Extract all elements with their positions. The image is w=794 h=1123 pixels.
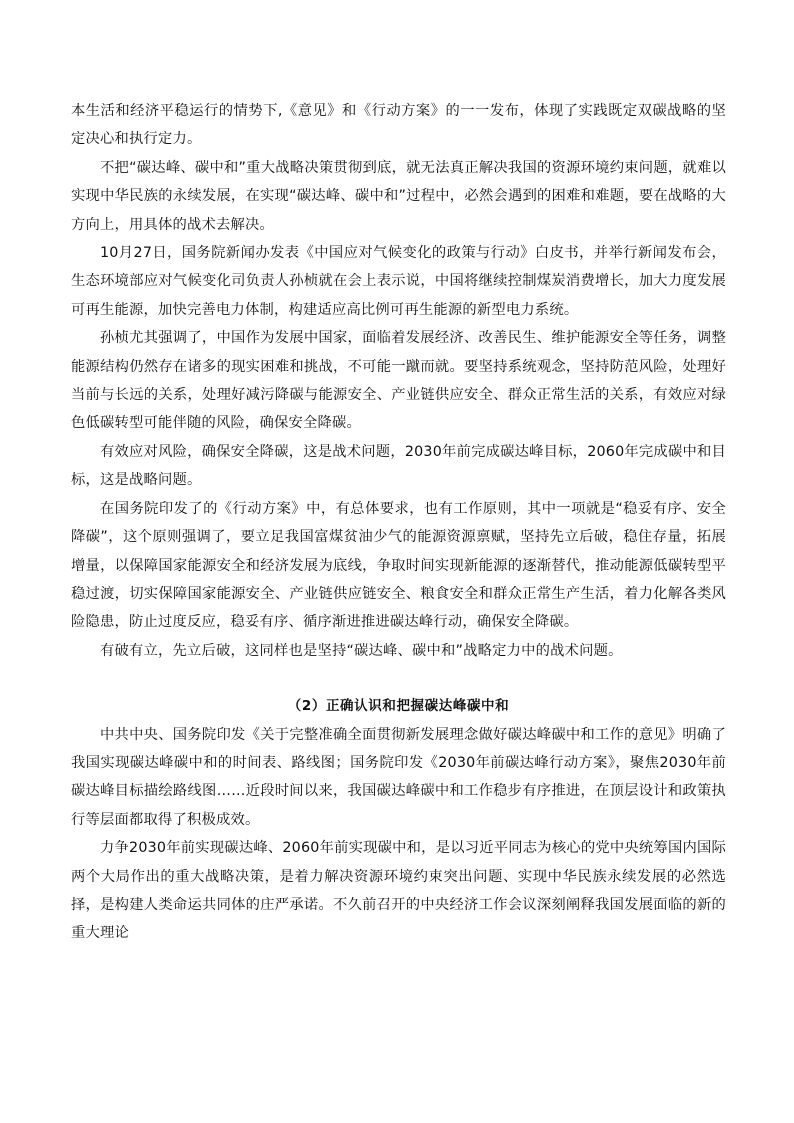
paragraph: 10月27日，国务院新闻办发表《中国应对气候变化的政策与行动》白皮书，并举行新闻发布会，生态环境部应对气候变化司负责人孙桢就在会上表示说，中国将继续控制煤炭消费增长，加大力度发展可再生能源，加快完善电力体制，构建适应高比例可再生能源的新型电力系统。 [71,245,726,318]
paragraph: 不把“碳达峰、碳中和”重大战略决策贯彻到底，就无法真正解决我国的资源环境约束问题，就难以实现中华民族的永续发展，在实现“碳达峰、碳中和”过程中，必然会遇到的困难和难题，要在战略的大方向上，用具体的战术去解决。 [71,159,726,233]
paragraph: 有破有立，先立后破，这同样也是坚持“碳达峰、碳中和”战略定力中的战术问题。 [100,642,623,659]
paragraph: 有效应对风险，确保安全降碳，这是战术问题，2030年前完成碳达峰目标，2060年完成碳中和目标，这是战略问题。 [71,443,726,489]
paragraph: 力争2030年前实现碳达峰、2060年前实现碳中和，是以习近平同志为核心的党中央统筹国内国际两个大局作出的重大战略决策，是着力解决资源环境约束突出问题、实现中华民族永续发展的必然选择，是构建人类命运共同体的庄严承诺。不久前召开的中央经济工作会议深刻阐释我国发展面临的新的重大理论 [71,840,726,942]
section-heading: （2）正确认识和把握碳达峰碳中和 [287,698,510,715]
paragraph: 中共中央、国务院印发《关于完整准确全面贯彻新发展理念做好碳达峰碳中和工作的意见》明确了我国实现碳达峰碳中和的时间表、路线图；国务院印发《2030年前碳达峰行动方案》，聚焦2030年前碳达峰目标描绘路线图……近段时间以来，我国碳达峰碳中和工作稳步有序推进，在顶层设计和政策执行等层面都取得了积极成效。 [71,726,726,828]
paragraph: 在国务院印发了的《行动方案》中，有总体要求，也有工作原则，其中一项就是“稳妥有序、安全降碳”，这个原则强调了，要立足我国富煤贫油少气的能源资源禀赋，坚持先立后破，稳住存量，拓展增量，以保障国家能源安全和经济发展为底线，争取时间实现新能源的逐渐替代，推动能源低碳转型平稳过渡，切实保障国家能源安全、产业链供应链安全、粮食安全和群众正常生产生活，着力化解各类风险隐患，防止过度反应，稳妥有序、循序渐进推进碳达峰行动，确保安全降碳。 [71,500,726,631]
paragraph: 孙桢尤其强调了，中国作为发展中国家，面临着发展经济、改善民生、维护能源安全等任务，调整能源结构仍然存在诸多的现实困难和挑战，不可能一蹴而就。要坚持系统观念，坚持防范风险，处理好当前与长远的关系，处理好减污降碳与能源安全、产业链供应安全、群众正常生活的关系，有效应对绿色低碳转型可能伴随的风险，确保安全降碳。 [71,330,726,432]
paragraph-continuation: 本生活和经济平稳运行的情势下,《意见》和《行动方案》的一一发布，体现了实践既定双碳战略的坚定决心和执行定力。 [71,103,726,148]
document-page [71,97,726,948]
